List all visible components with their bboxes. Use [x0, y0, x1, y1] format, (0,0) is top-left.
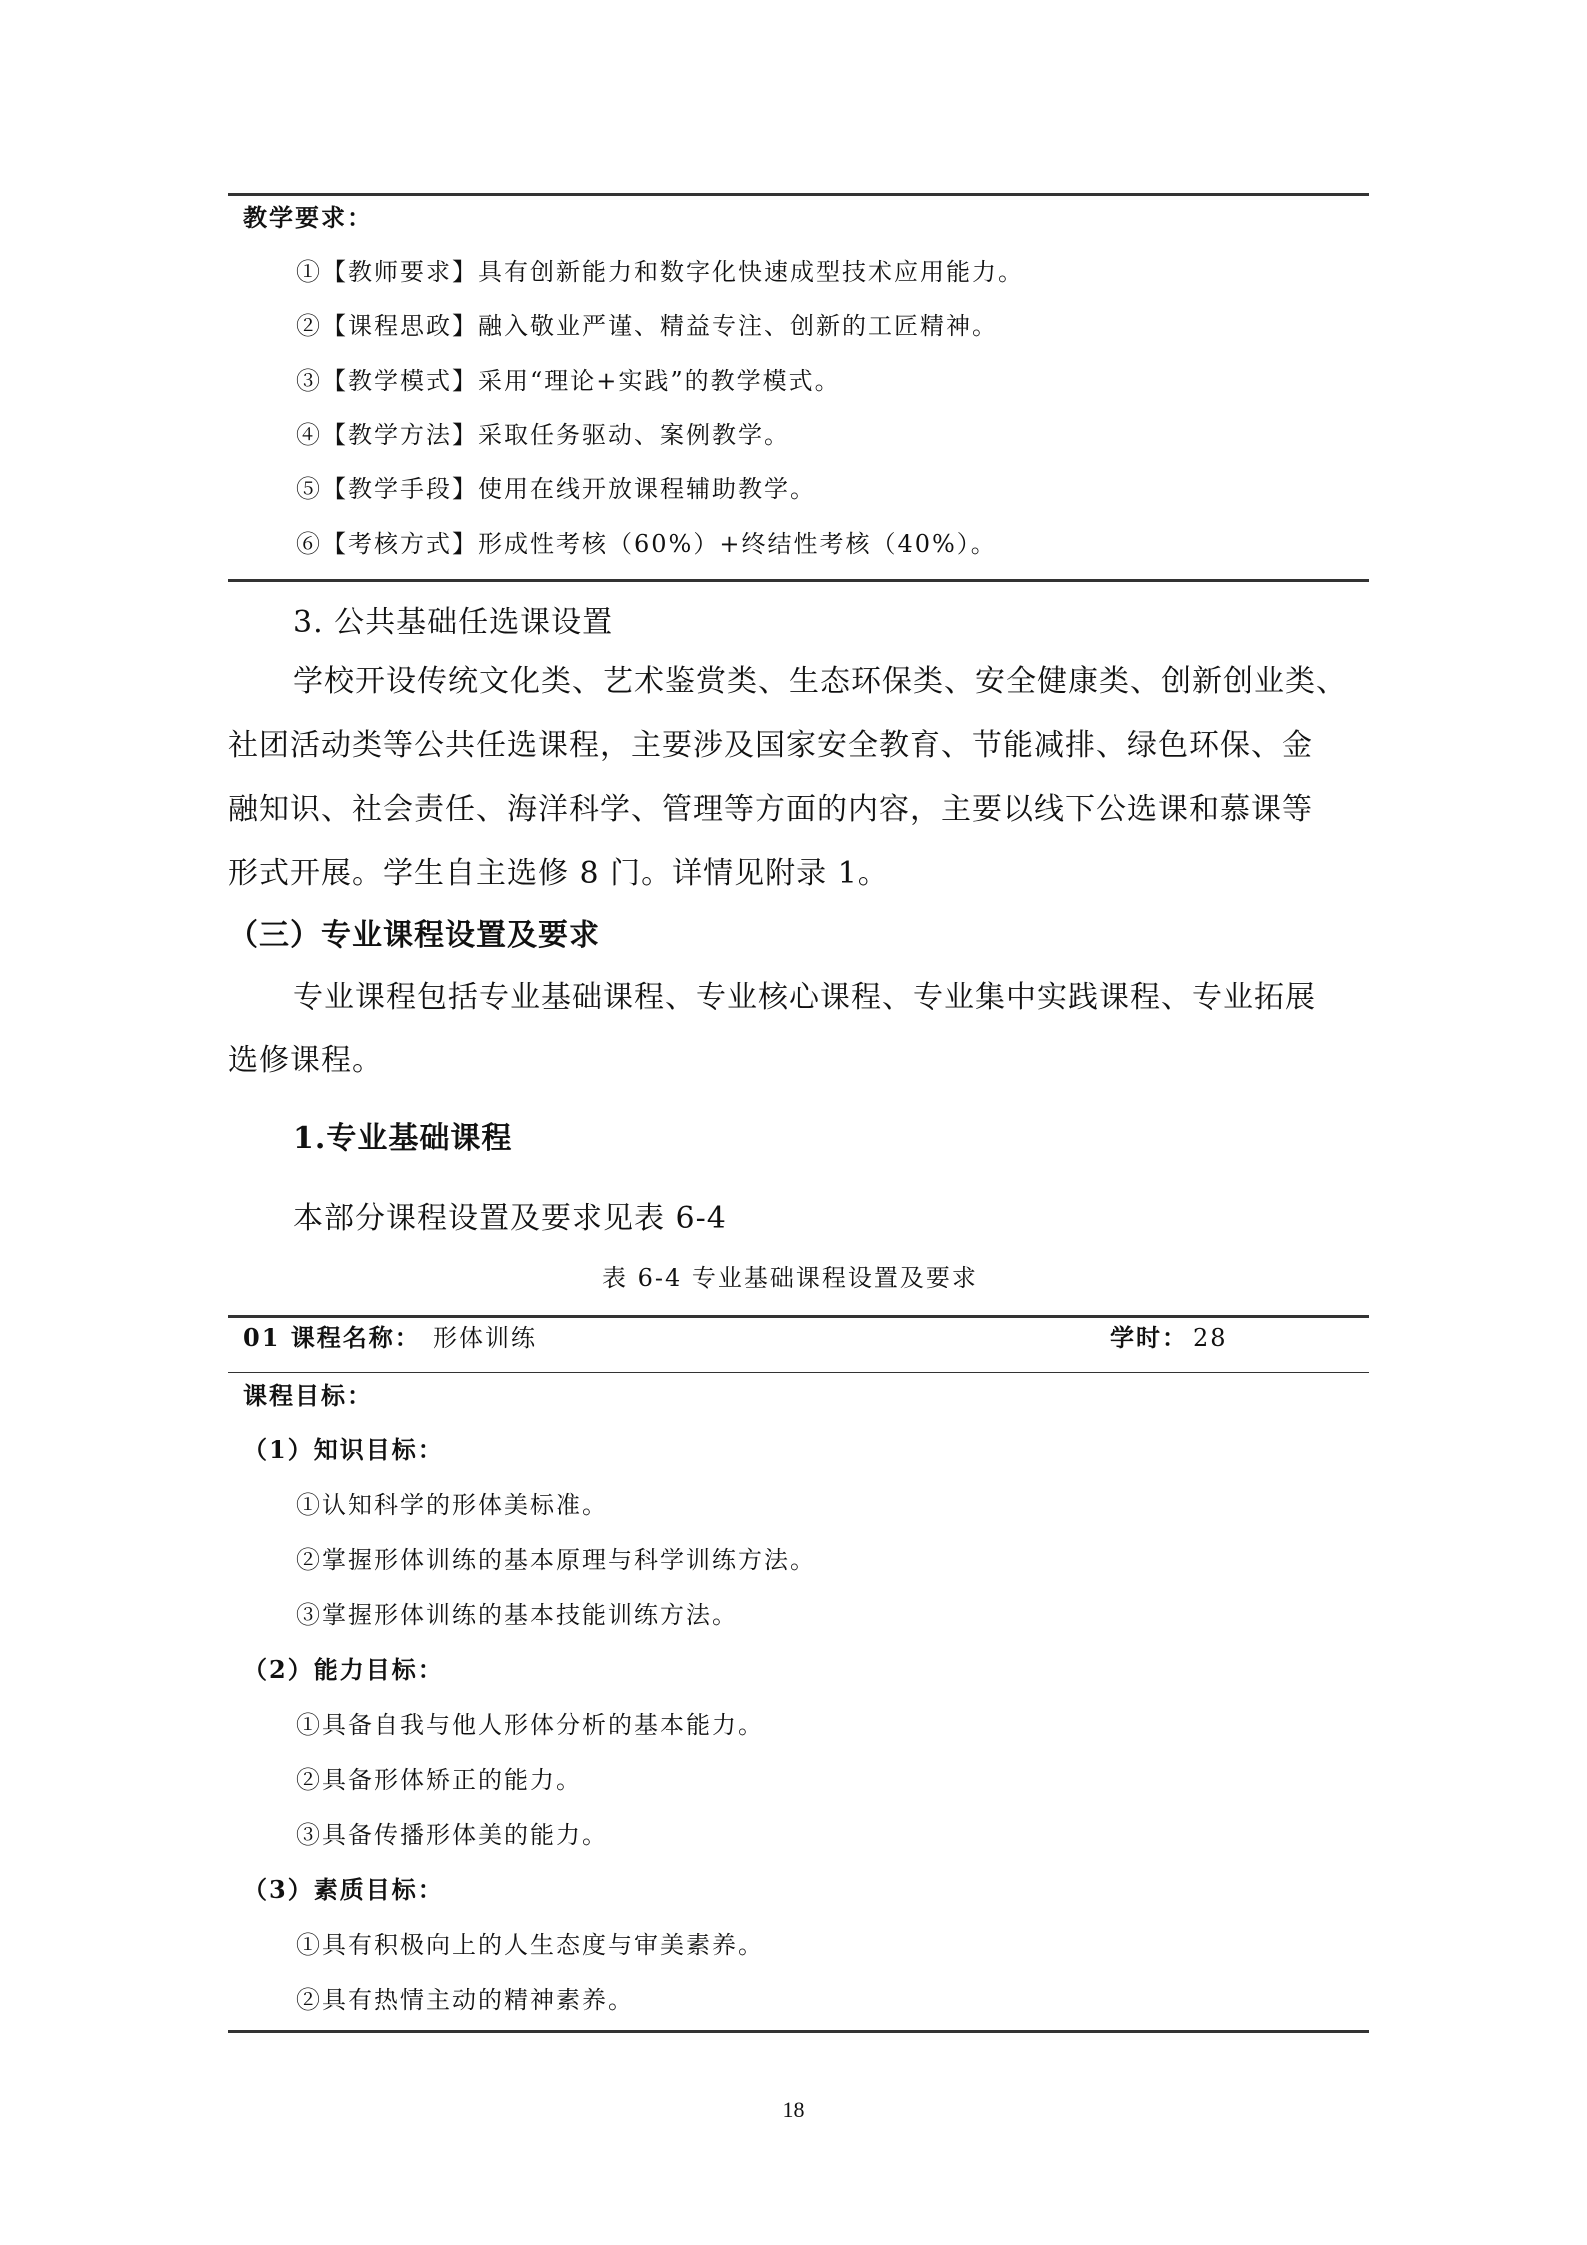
- course-name-label: 01 课程名称：: [243, 1323, 421, 1352]
- paragraph-line: 融知识、社会责任、海洋科学、管理等方面的内容，主要以线下公选课和慕课等: [228, 792, 1313, 827]
- table-bottom-rule: [228, 2030, 1369, 2033]
- page-number: 18: [782, 2097, 805, 2122]
- paragraph-line: 选修课程。: [228, 1043, 383, 1078]
- course-hours-label: 学时：: [1110, 1323, 1188, 1352]
- ability-heading: （2）能力目标：: [243, 1655, 444, 1684]
- paragraph-line: 社团活动类等公共任选课程，主要涉及国家安全教育、节能减排、绿色环保、金: [228, 728, 1313, 763]
- teaching-req-item: ⑤【教学手段】使用在线开放课程辅助教学。: [296, 475, 816, 503]
- goal-item: ③掌握形体训练的基本技能训练方法。: [296, 1601, 738, 1629]
- teaching-req-item: ⑥【考核方式】形成性考核（60%）+终结性考核（40%）。: [296, 530, 997, 558]
- goal-item: ③具备传播形体美的能力。: [296, 1821, 608, 1849]
- goal-item: ①具有积极向上的人生态度与审美素养。: [296, 1931, 764, 1959]
- section-heading: 3. 公共基础任选课设置: [293, 605, 614, 640]
- goals-heading: 课程目标：: [243, 1381, 373, 1410]
- goal-item: ①认知科学的形体美标准。: [296, 1491, 608, 1519]
- teaching-req-item: ①【教师要求】具有创新能力和数字化快速成型技术应用能力。: [296, 258, 1024, 286]
- goal-item: ②具有热情主动的精神素养。: [296, 1986, 634, 2014]
- teaching-req-item: ③【教学模式】采用“理论+实践”的教学模式。: [296, 367, 841, 395]
- knowledge-heading: （1）知识目标：: [243, 1435, 444, 1464]
- teaching-req-heading: 教学要求：: [243, 203, 373, 232]
- goal-item: ②具备形体矫正的能力。: [296, 1766, 582, 1794]
- teaching-req-item: ②【课程思政】融入敬业严谨、精益专注、创新的工匠精神。: [296, 312, 998, 340]
- paragraph-line: 形式开展。学生自主选修 8 门。详情见附录 1。: [228, 856, 889, 891]
- section-heading: （三）专业课程设置及要求: [228, 918, 600, 953]
- quality-heading: （3）素质目标：: [243, 1875, 444, 1904]
- paragraph-line: 本部分课程设置及要求见表 6-4: [293, 1201, 727, 1236]
- paragraph-line: 学校开设传统文化类、艺术鉴赏类、生态环保类、安全健康类、创新创业类、: [293, 664, 1347, 699]
- table-caption: 表 6-4 专业基础课程设置及要求: [602, 1264, 978, 1292]
- subsection-heading: 1.专业基础课程: [293, 1121, 513, 1156]
- teaching-req-item: ④【教学方法】采取任务驱动、案例教学。: [296, 421, 790, 449]
- paragraph-line: 专业课程包括专业基础课程、专业核心课程、专业集中实践课程、专业拓展: [293, 980, 1316, 1015]
- table-row-rule: [228, 1372, 1369, 1373]
- table-bottom-rule: [228, 579, 1369, 582]
- goal-item: ①具备自我与他人形体分析的基本能力。: [296, 1711, 764, 1739]
- table-top-rule: [228, 1315, 1369, 1318]
- goal-item: ②掌握形体训练的基本原理与科学训练方法。: [296, 1546, 816, 1574]
- table-top-rule: [228, 193, 1369, 196]
- course-name-value: 形体训练: [433, 1324, 537, 1352]
- course-hours-value: 28: [1193, 1324, 1228, 1352]
